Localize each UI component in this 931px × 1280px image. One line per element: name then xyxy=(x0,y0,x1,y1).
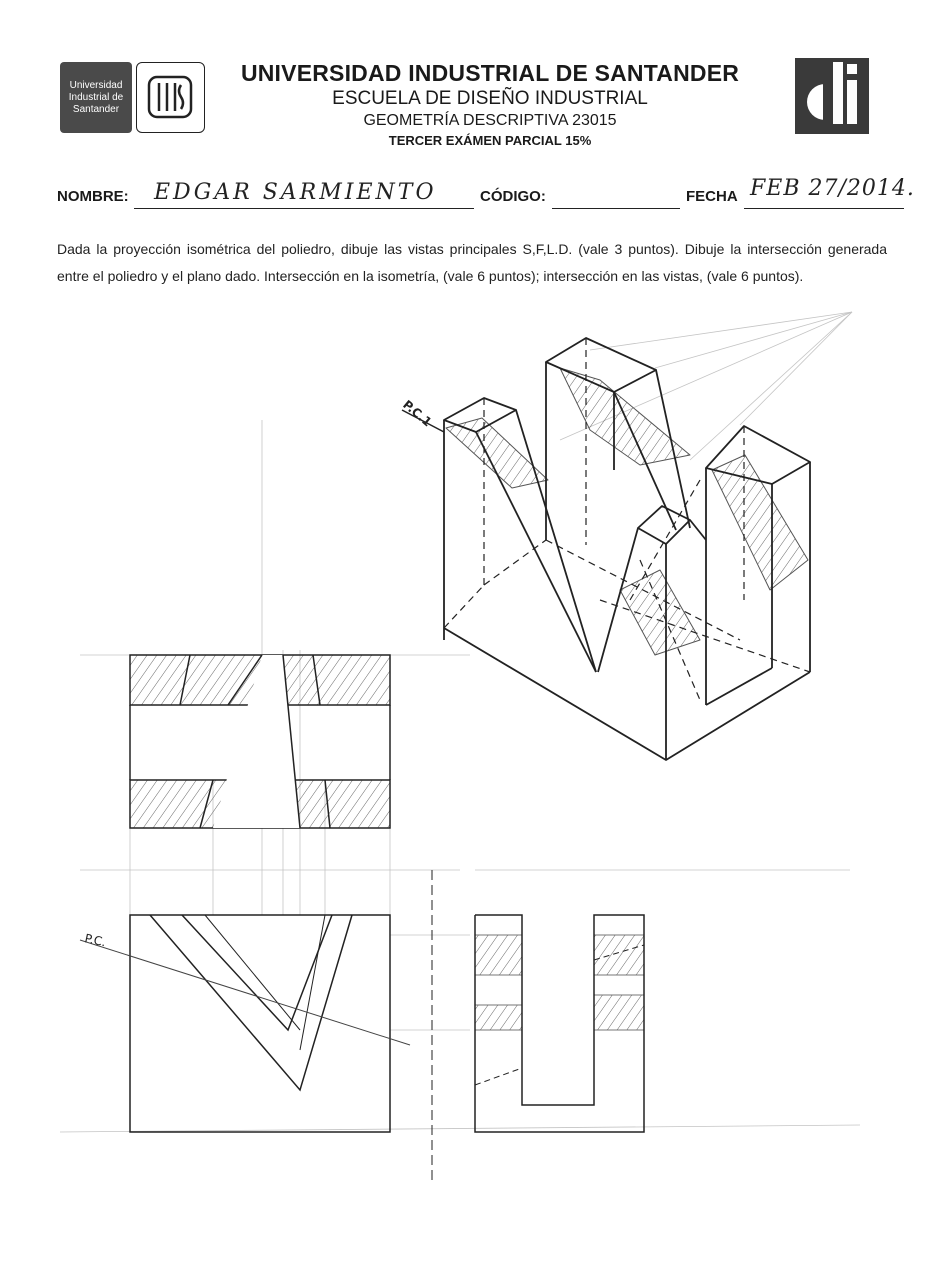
front-view xyxy=(80,915,410,1132)
date-label: FECHA xyxy=(686,188,738,205)
front-plane-label: P.C. xyxy=(83,931,108,950)
instructions-paragraph: Dada la proyección isométrica del poliedro, dibuje las vistas principales S,F,L.D. (vale 3 puntos). Dibuje la intersección generada entre el poliedro y el plano dado. Intersección en la isometría, (vale 6 puntos); intersección en las vistas, (vale 6 puntos). xyxy=(57,241,887,284)
exam-title: TERCER EXÁMEN PARCIAL 15% xyxy=(388,133,592,148)
university-title: UNIVERSIDAD INDUSTRIAL DE SANTANDER xyxy=(240,60,740,86)
code-label: CÓDIGO: xyxy=(480,188,546,205)
logo-line-3: Santander xyxy=(72,103,120,115)
iso-plane-label: P.C.1 xyxy=(400,397,435,430)
name-label: NOMBRE: xyxy=(57,188,129,205)
logo-line-2: Industrial de xyxy=(68,91,124,103)
school-title: ESCUELA DE DISEÑO INDUSTRIAL xyxy=(332,88,648,109)
side-view xyxy=(475,915,644,1132)
top-view xyxy=(130,655,390,828)
logo-line-1: Universidad xyxy=(69,79,123,91)
isometric-view xyxy=(444,338,810,760)
date-value: FEB 27/2014. xyxy=(750,176,915,201)
name-value: EDGAR SARMIENTO xyxy=(154,180,437,205)
course-title: GEOMETRÍA DESCRIPTIVA 23015 xyxy=(363,112,617,129)
